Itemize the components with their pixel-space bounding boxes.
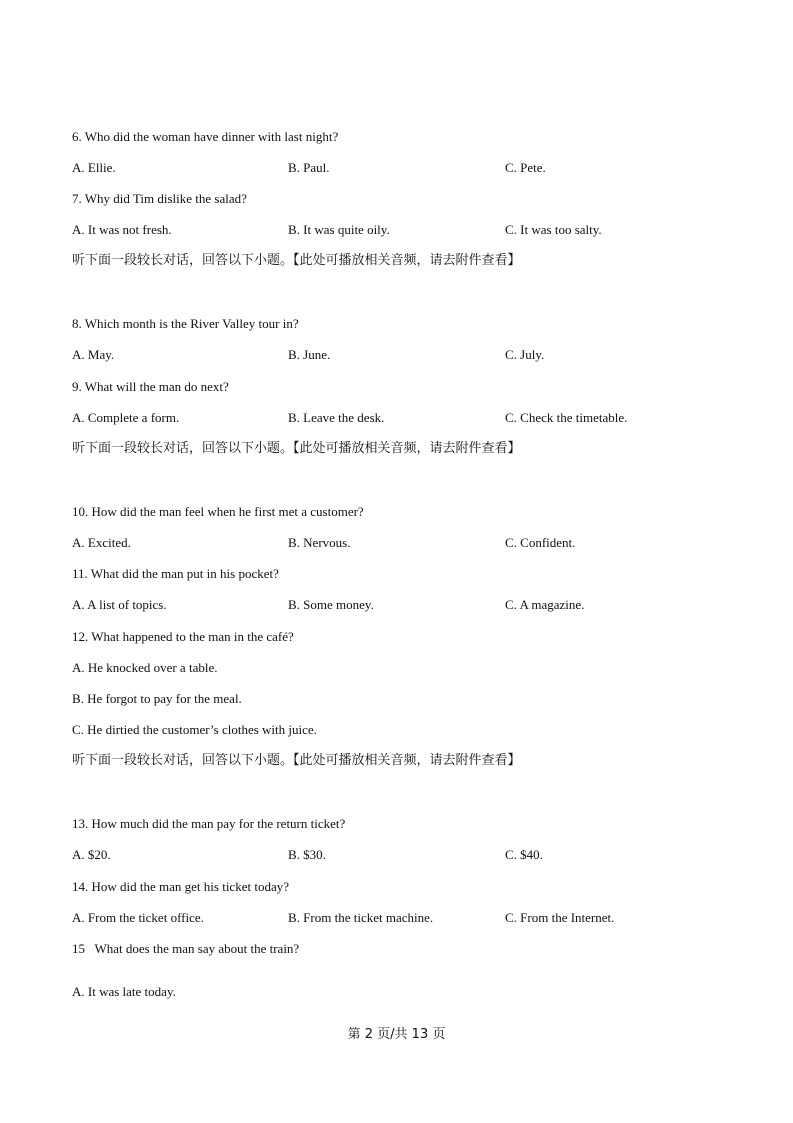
option-6b: B. Paul. [288, 160, 330, 175]
options-10 [72, 535, 732, 551]
options-7 [72, 222, 732, 238]
options-6 [72, 160, 732, 176]
option-13a: A. $20. [72, 847, 111, 862]
option-12c: C. He dirtied the customer’s clothes with juice. [72, 722, 317, 737]
option-6c: C. Pete. [505, 160, 546, 175]
listening-instruction-2: 听下面一段较长对话，回答以下小题。【此处可播放相关音频，请去附件查看】 [72, 441, 521, 456]
question-9: 9. What will the man do next? [72, 379, 229, 394]
question-7: 7. Why did Tim dislike the salad? [72, 191, 247, 206]
option-10a: A. Excited. [72, 535, 131, 550]
question-12: 12. What happened to the man in the café? [72, 629, 294, 644]
option-13c: C. $40. [505, 847, 543, 862]
question-13: 13. How much did the man pay for the return ticket? [72, 816, 346, 831]
option-11a: A. A list of topics. [72, 597, 167, 612]
listening-instruction-3: 听下面一段较长对话，回答以下小题。【此处可播放相关音频，请去附件查看】 [72, 753, 521, 768]
page-footer: 第 2 页/共 13 页 [347, 1027, 446, 1042]
option-14b: B. From the ticket machine. [288, 910, 434, 925]
option-12b: B. He forgot to pay for the meal. [72, 691, 242, 706]
option-12a: A. He knocked over a table. [72, 660, 218, 675]
options-8 [72, 347, 732, 363]
question-14: 14. How did the man get his ticket today? [72, 879, 289, 894]
question-11: 11. What did the man put in his pocket? [72, 566, 279, 581]
listening-instruction-1: 听下面一段较长对话，回答以下小题。【此处可播放相关音频，请去附件查看】 [72, 253, 521, 268]
options-11 [72, 597, 732, 613]
question-15: 15 What does the man say about the train? [72, 941, 300, 956]
option-9b: B. Leave the desk. [288, 410, 385, 425]
option-14c: C. From the Internet. [505, 910, 615, 925]
option-8a: A. May. [72, 347, 115, 362]
option-8b: B. June. [288, 347, 331, 362]
option-7a: A. It was not fresh. [72, 222, 172, 237]
option-8c: C. July. [505, 347, 545, 362]
option-13b: B. $30. [288, 847, 326, 862]
option-9a: A. Complete a form. [72, 410, 180, 425]
options-9 [72, 410, 732, 426]
option-7b: B. It was quite oily. [288, 222, 390, 237]
option-14a: A. From the ticket office. [72, 910, 204, 925]
question-8: 8. Which month is the River Valley tour in? [72, 316, 299, 331]
options-13 [72, 847, 732, 863]
option-7c: C. It was too salty. [505, 222, 602, 237]
option-15a: A. It was late today. [72, 984, 176, 999]
option-11c: C. A magazine. [505, 597, 585, 612]
question-10: 10. How did the man feel when he first met a customer? [72, 504, 364, 519]
question-6: 6. Who did the woman have dinner with last night? [72, 129, 339, 144]
option-11b: B. Some money. [288, 597, 374, 612]
options-14 [72, 910, 732, 926]
option-10b: B. Nervous. [288, 535, 351, 550]
option-10c: C. Confident. [505, 535, 576, 550]
option-6a: A. Ellie. [72, 160, 116, 175]
option-9c: C. Check the timetable. [505, 410, 628, 425]
